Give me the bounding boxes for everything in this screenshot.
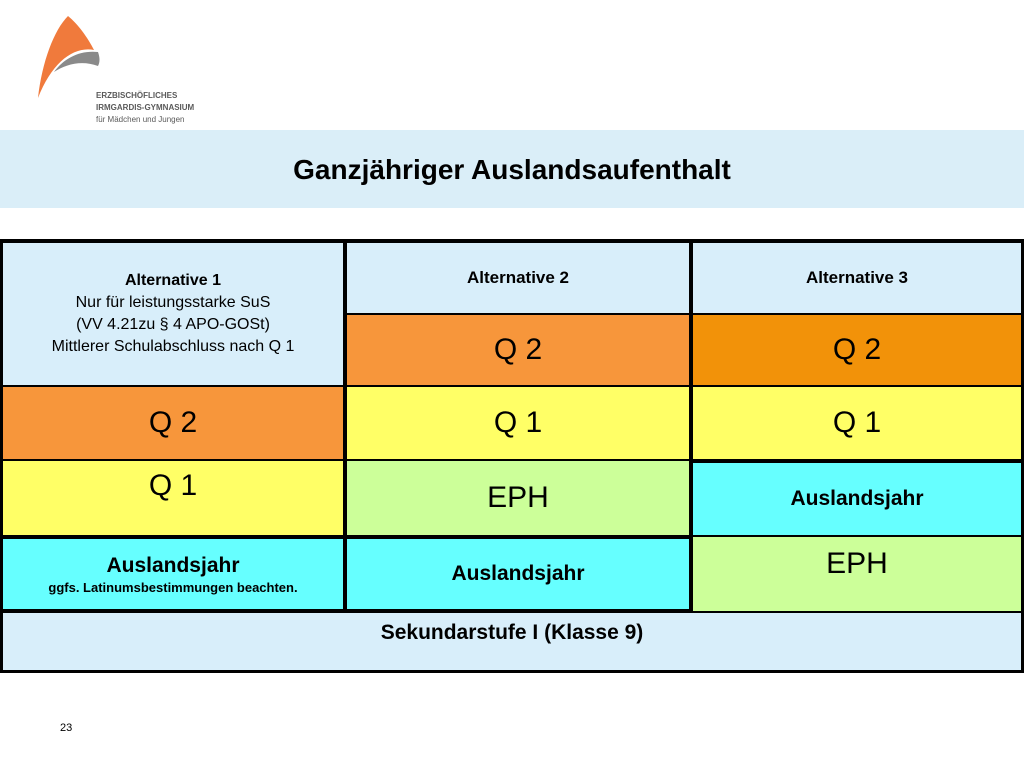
alt1-header: Alternative 1 [124, 272, 222, 289]
alt1-header-cell [3, 243, 343, 385]
logo-line-2: IRMGARDIS-GYMNASIUM [96, 103, 195, 112]
logo-text [96, 90, 194, 126]
alt1-note-3: Mittlerer Schulabschluss nach Q 1 [51, 338, 295, 355]
sekundarstufe-cell [3, 613, 1021, 670]
page-title: Ganzjähriger Auslandsaufenthalt [293, 154, 731, 185]
alt3-auslandsjahr-cell [693, 463, 1021, 535]
alt1-auslandsjahr-note: ggfs. Latinumsbestimmungen beachten. [48, 579, 298, 595]
alt3-q1-cell [693, 387, 1021, 459]
alt2-auslandsjahr-cell [347, 539, 689, 609]
alt1-q1-cell [3, 461, 343, 535]
alt2-q2-cell [347, 315, 689, 385]
alt1-note-1: Nur für leistungsstarke SuS [75, 294, 271, 311]
alt2-eph-label: EPH [487, 481, 549, 514]
alt3-eph-label: EPH [826, 547, 888, 580]
alt2-eph-cell [347, 461, 689, 535]
page-number: 23 [60, 722, 73, 734]
logo-line-3: für Mädchen und Jungen [96, 115, 185, 124]
logo-line-1: ERZBISCHÖFLICHES [96, 91, 178, 100]
sekundarstufe-label: Sekundarstufe I (Klasse 9) [380, 621, 644, 644]
school-logo [34, 12, 195, 124]
alt3-q2-label: Q 2 [832, 333, 882, 366]
alt2-q2-label: Q 2 [493, 333, 543, 366]
alt2-q1-cell [347, 387, 689, 459]
alt2-q1-label: Q 1 [493, 406, 543, 439]
alt2-auslandsjahr-label: Auslandsjahr [451, 562, 585, 585]
alt2-header: Alternative 2 [466, 268, 570, 287]
alt1-q2-label: Q 2 [148, 406, 198, 439]
logo-sail-icon [34, 12, 114, 102]
alt3-header: Alternative 3 [805, 268, 909, 287]
alt3-q2-cell [693, 315, 1021, 385]
alt3-q1-label: Q 1 [832, 406, 882, 439]
alt1-q1-label: Q 1 [148, 469, 198, 502]
alt3-header-cell [693, 243, 1021, 313]
alt1-note-2: (VV 4.21zu § 4 APO-GOSt) [76, 316, 270, 333]
alt2-header-cell [347, 243, 689, 313]
alt1-auslandsjahr-label: Auslandsjahr [106, 553, 240, 577]
alt1-q2-cell [3, 387, 343, 459]
alt1-auslandsjahr-cell [3, 539, 343, 609]
alt3-auslandsjahr-label: Auslandsjahr [790, 487, 924, 510]
alt3-eph-cell [693, 537, 1021, 611]
